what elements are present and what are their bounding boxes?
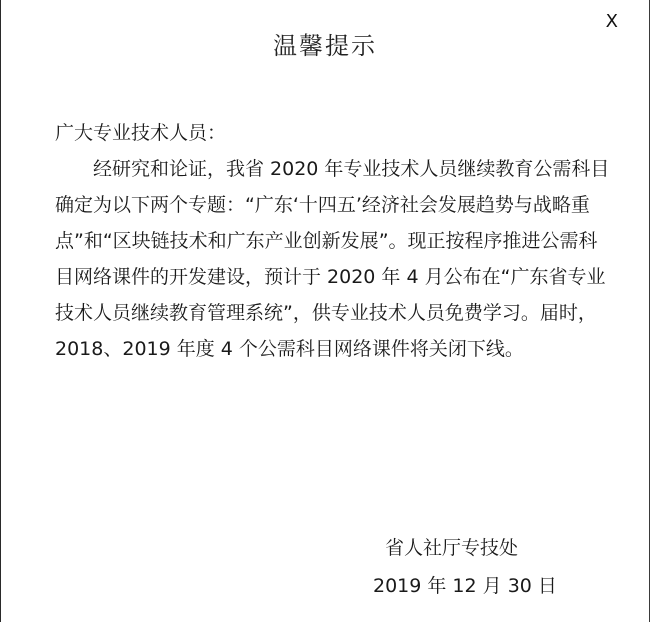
dialog-left-border xyxy=(0,0,1,622)
close-icon[interactable]: X xyxy=(605,11,618,32)
salutation: 广大专业技术人员： xyxy=(55,122,227,144)
signature-date: 2019 年 12 月 30 日 xyxy=(373,575,557,597)
dialog-title: 温馨提示 xyxy=(273,32,377,60)
signature: 省人社厅专技处 xyxy=(385,537,519,559)
notice-paragraph: 经研究和论证，我省 2020 年专业技术人员继续教育公需科目确定为以下两个专题：“广东‘十四五’经济社会发展趋势与战略重点”和“区块链技术和广东产业创新发展”。现正按程序推进公需科目网络课件的开发建设，预计于 2020 年 4 月公布在“广东省专业技术人员继续教育管理系统”，供专业技术人员免费学习。届时，2018、2019 年度 4 个公需科目网络课件将关闭下线。 xyxy=(55,158,610,360)
notice-body xyxy=(55,115,610,367)
